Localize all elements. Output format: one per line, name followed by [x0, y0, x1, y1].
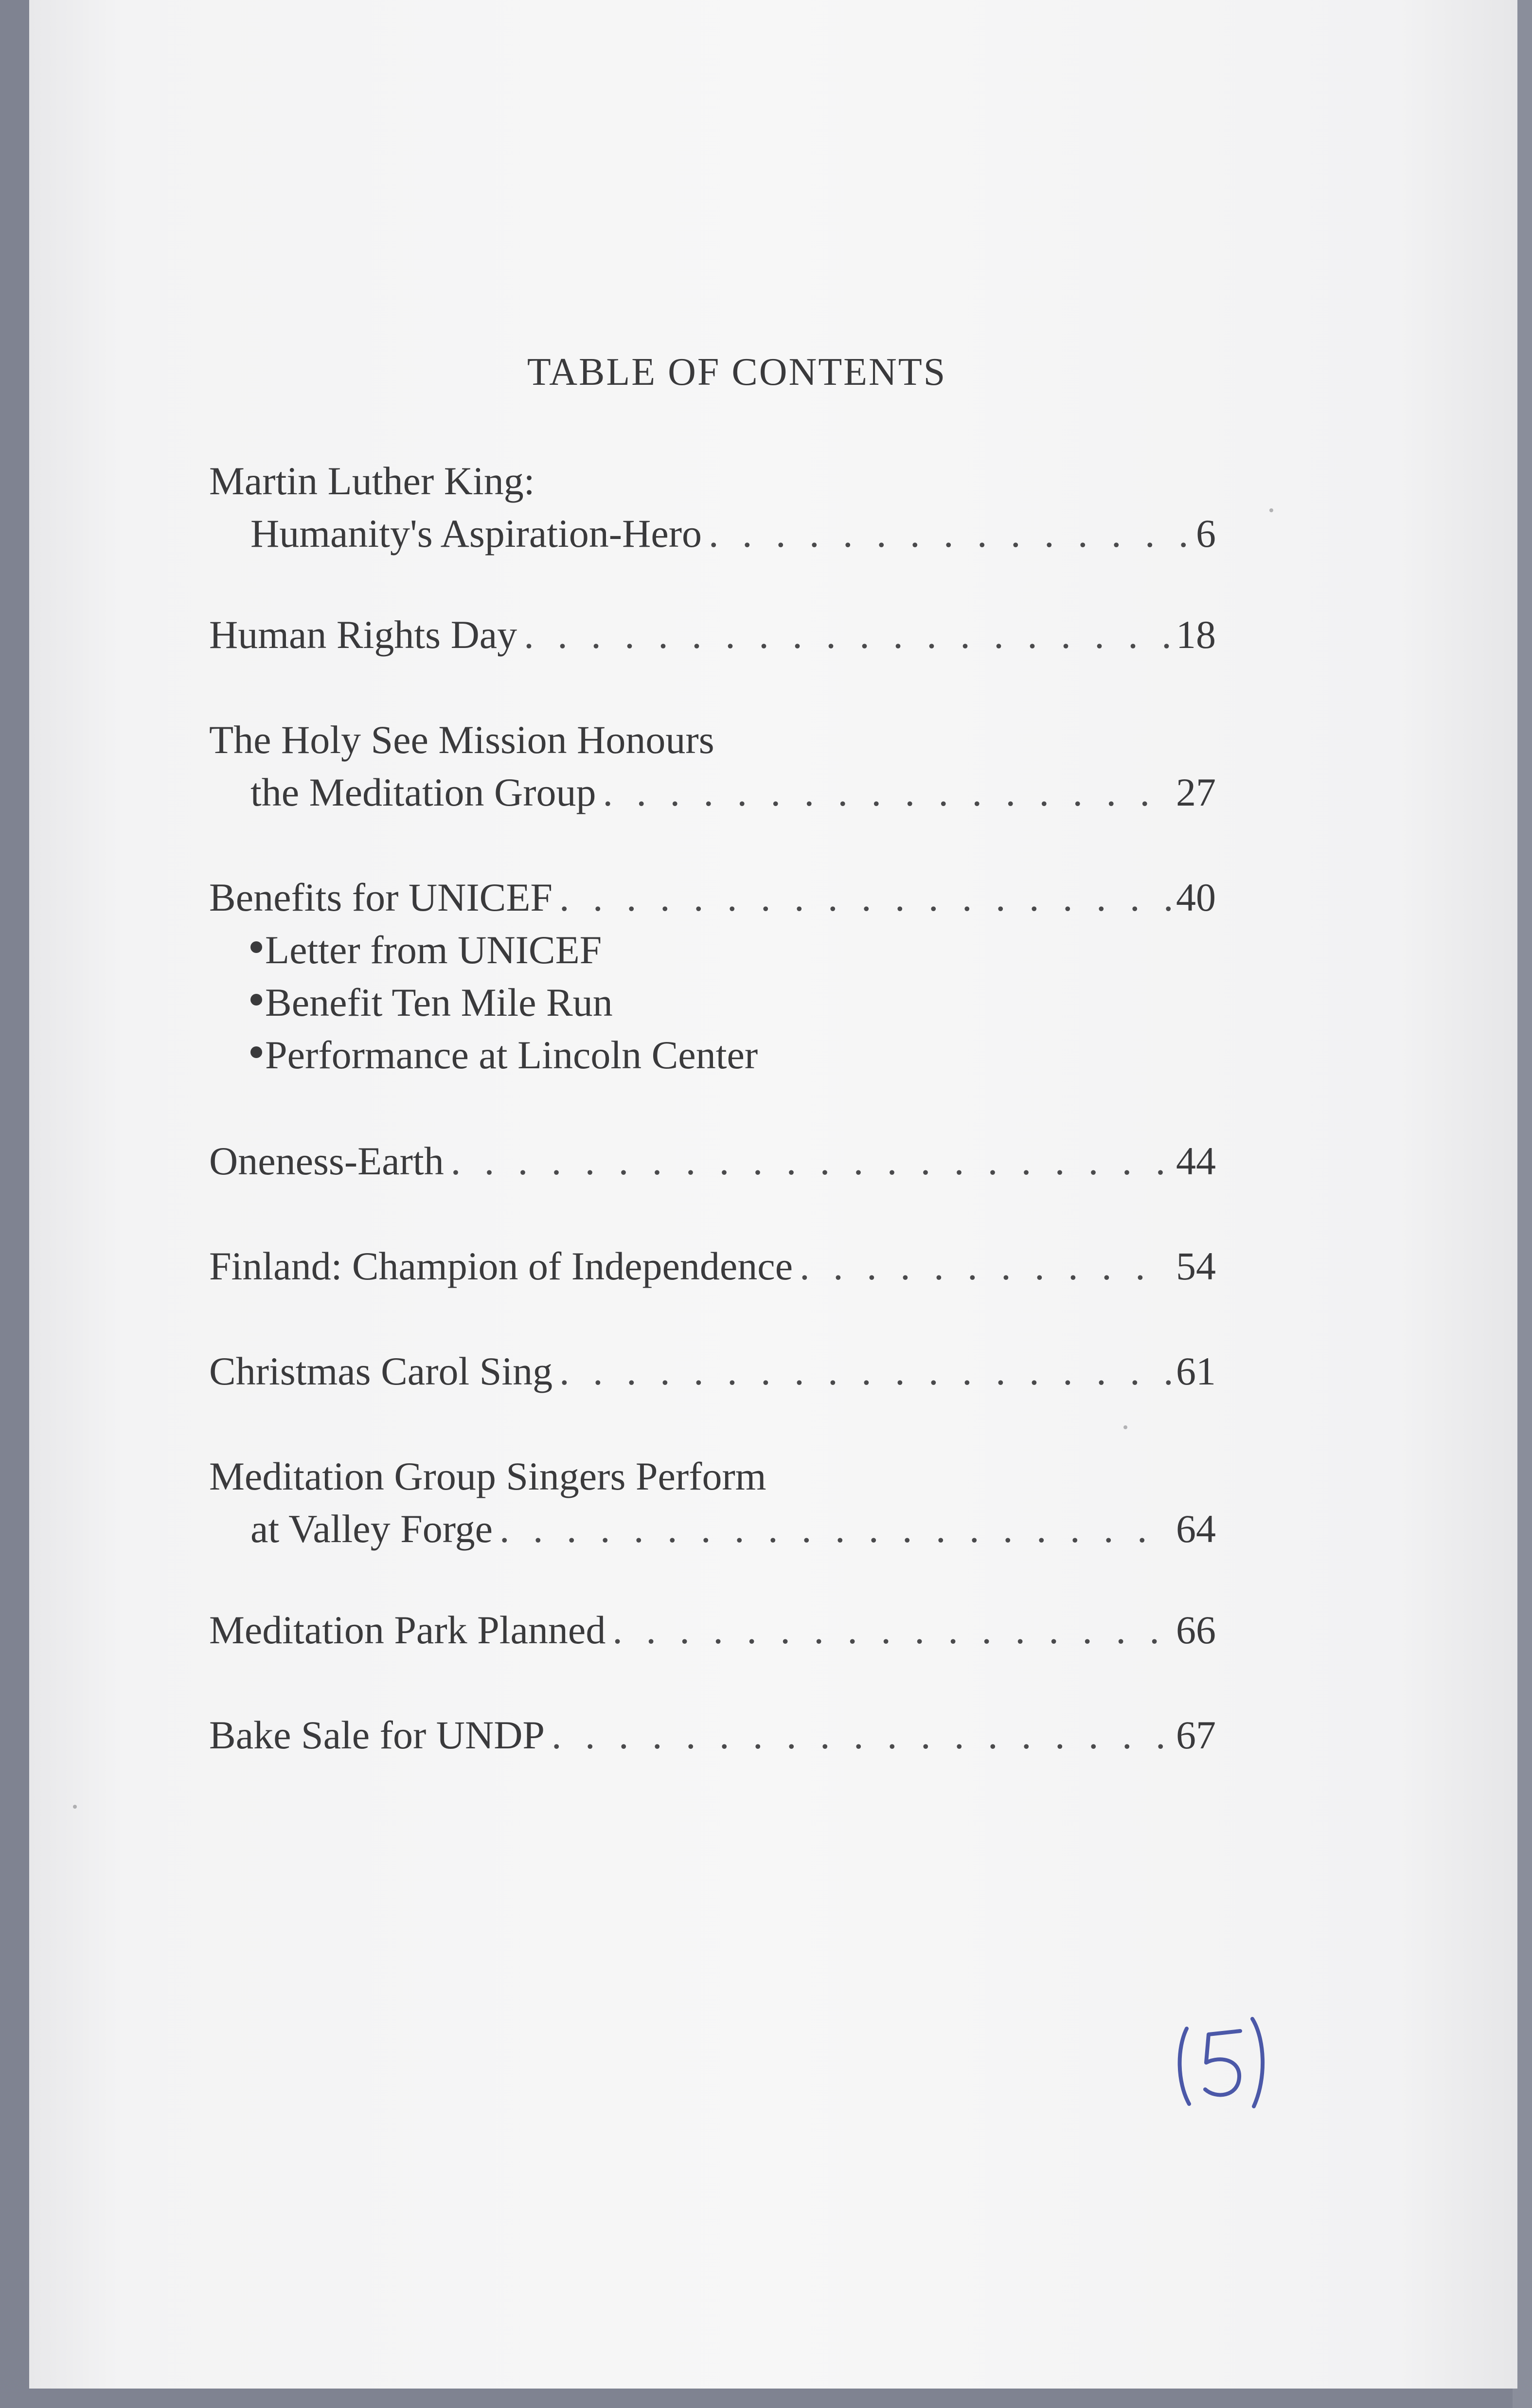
toc-entry-title-continued: Humanity's Aspiration-Hero	[250, 511, 702, 556]
table-of-contents	[209, 455, 1216, 1761]
toc-entry-line	[209, 507, 1216, 560]
toc-entry-line	[209, 1604, 1216, 1656]
toc-entry-title-continued: at Valley Forge	[250, 1507, 493, 1551]
dot-leader	[559, 1345, 1171, 1398]
toc-page-number: 27	[1176, 770, 1216, 814]
toc-entry-line	[209, 1135, 1216, 1187]
toc-entry	[209, 1709, 1216, 1761]
toc-entry	[209, 1604, 1216, 1656]
dot-leader	[603, 766, 1171, 819]
toc-entry-line	[209, 1503, 1216, 1555]
toc-entry-line	[209, 455, 1216, 507]
toc-entry-title: Meditation Park Planned	[209, 1608, 606, 1652]
toc-entry-title: Benefits for UNICEF	[209, 875, 553, 919]
toc-entry	[209, 1240, 1216, 1293]
toc-entry-line	[209, 609, 1216, 661]
toc-subitem-label: Letter from UNICEF	[265, 928, 602, 972]
scan-speck	[1123, 1425, 1127, 1429]
toc-entry-line	[209, 1240, 1216, 1293]
bullet-icon	[250, 1046, 262, 1058]
page-title: TABLE OF CONTENTS	[527, 351, 947, 394]
toc-entry	[209, 871, 1216, 1081]
toc-subitem-label: Performance at Lincoln Center	[265, 1033, 758, 1077]
toc-entry-line	[209, 1345, 1216, 1398]
dot-leader	[552, 1709, 1171, 1761]
toc-entry-title: Human Rights Day	[209, 612, 517, 657]
toc-subitem	[209, 924, 1216, 976]
toc-subitem-label: Benefit Ten Mile Run	[265, 980, 613, 1024]
scan-speck	[73, 1805, 77, 1809]
toc-entry-title-continued: the Meditation Group	[250, 770, 596, 814]
dot-leader	[524, 609, 1171, 661]
dot-leader	[800, 1240, 1171, 1293]
toc-entry-title: Meditation Group Singers Perform	[209, 1454, 766, 1498]
toc-entry	[209, 714, 1216, 819]
toc-page-number: 61	[1176, 1349, 1216, 1393]
bullet-icon	[250, 941, 262, 953]
toc-entry-title: Finland: Champion of Independence	[209, 1244, 793, 1288]
dot-leader	[451, 1135, 1171, 1187]
dot-leader	[499, 1503, 1171, 1555]
dot-leader	[612, 1604, 1171, 1656]
toc-entry-line	[209, 714, 1216, 766]
toc-page-number: 6	[1196, 511, 1216, 556]
toc-entry-title: Bake Sale for UNDP	[209, 1713, 545, 1757]
toc-entry	[209, 1345, 1216, 1398]
toc-page-number: 40	[1176, 875, 1216, 919]
toc-entry-line	[209, 1709, 1216, 1761]
toc-entry	[209, 455, 1216, 560]
toc-subitem	[209, 1029, 1216, 1081]
toc-entry-title: Martin Luther King:	[209, 459, 535, 503]
bullet-icon	[250, 994, 262, 1006]
document-page	[29, 0, 1517, 2389]
toc-page-number: 54	[1176, 1244, 1216, 1288]
toc-entry-title: Oneness-Earth	[209, 1139, 444, 1183]
toc-entry	[209, 1135, 1216, 1187]
toc-entry	[209, 609, 1216, 661]
toc-entry	[209, 1450, 1216, 1555]
toc-entry-line	[209, 766, 1216, 819]
toc-page-number: 64	[1176, 1507, 1216, 1551]
scan-speck	[1269, 508, 1273, 512]
dot-leader	[559, 871, 1171, 924]
toc-page-number: 18	[1176, 612, 1216, 657]
toc-page-number: 66	[1176, 1608, 1216, 1652]
toc-page-number: 44	[1176, 1139, 1216, 1183]
toc-entry-line	[209, 871, 1216, 924]
toc-page-number: 67	[1176, 1713, 1216, 1757]
dot-leader	[709, 507, 1191, 560]
toc-entry-title: Christmas Carol Sing	[209, 1349, 553, 1393]
toc-subitem	[209, 976, 1216, 1029]
toc-entry-line	[209, 1450, 1216, 1503]
handwritten-page-number	[1167, 2009, 1284, 2116]
toc-entry-title: The Holy See Mission Honours	[209, 718, 714, 762]
